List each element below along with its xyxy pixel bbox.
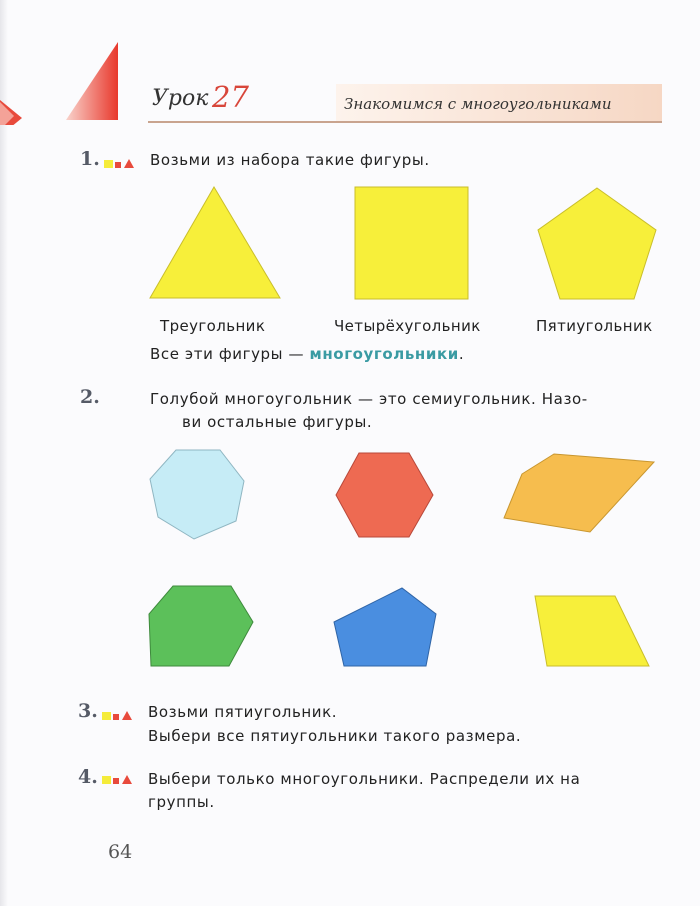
summary-prefix: Все эти фигуры — [150, 345, 305, 363]
task-4-text-line2: группы. [148, 793, 215, 811]
lesson-label: Урок [152, 86, 209, 111]
difficulty-marker-icon [100, 772, 134, 786]
blue-pentagon-shape [332, 586, 440, 668]
page-binding-edge [0, 0, 8, 906]
difficulty-marker-icon [100, 708, 134, 722]
difficulty-marker-icon [102, 156, 136, 170]
yellow-square-shape [354, 186, 470, 300]
lesson-number: 27 [212, 80, 249, 114]
task-1-summary [150, 345, 464, 363]
corner-decoration [0, 40, 120, 125]
yellow-trapezoid-shape [533, 594, 651, 668]
green-pentagon-shape [147, 584, 255, 668]
summary-suffix: . [458, 345, 465, 363]
label-quadrilateral: Четырёхугольник [334, 317, 481, 335]
yellow-pentagon-shape [536, 186, 658, 302]
header-divider [148, 121, 662, 123]
yellow-triangle-shape [148, 186, 282, 300]
orange-quadrilateral-shape [502, 452, 656, 534]
task-4-number: 4. [78, 766, 98, 788]
task-1-number: 1. [80, 148, 100, 170]
task-2-text-line2: ви остальные фигуры. [182, 413, 373, 431]
task-1-text: Возьми из набора такие фигуры. [150, 151, 430, 169]
task-2-number: 2. [80, 386, 100, 408]
light-blue-heptagon-shape [148, 449, 248, 541]
task-3-text-line2: Выбери все пятиугольники такого размера. [148, 727, 522, 745]
label-pentagon: Пятиугольник [536, 317, 653, 335]
page-number: 64 [108, 841, 133, 863]
task-3-text-line1: Возьми пятиугольник. [148, 703, 338, 721]
lesson-topic: Знакомимся с многоугольниками [344, 95, 612, 113]
task-2-text-line1: Голубой многоугольник — это семиугольник. Назо- [150, 390, 588, 408]
task-4-text-line1: Выбери только многоугольники. Распредели их на [148, 770, 581, 788]
label-triangle: Треугольник [160, 317, 266, 335]
red-hexagon-shape [335, 452, 435, 538]
summary-term: многоугольники [309, 345, 459, 363]
task-3-number: 3. [78, 700, 98, 722]
